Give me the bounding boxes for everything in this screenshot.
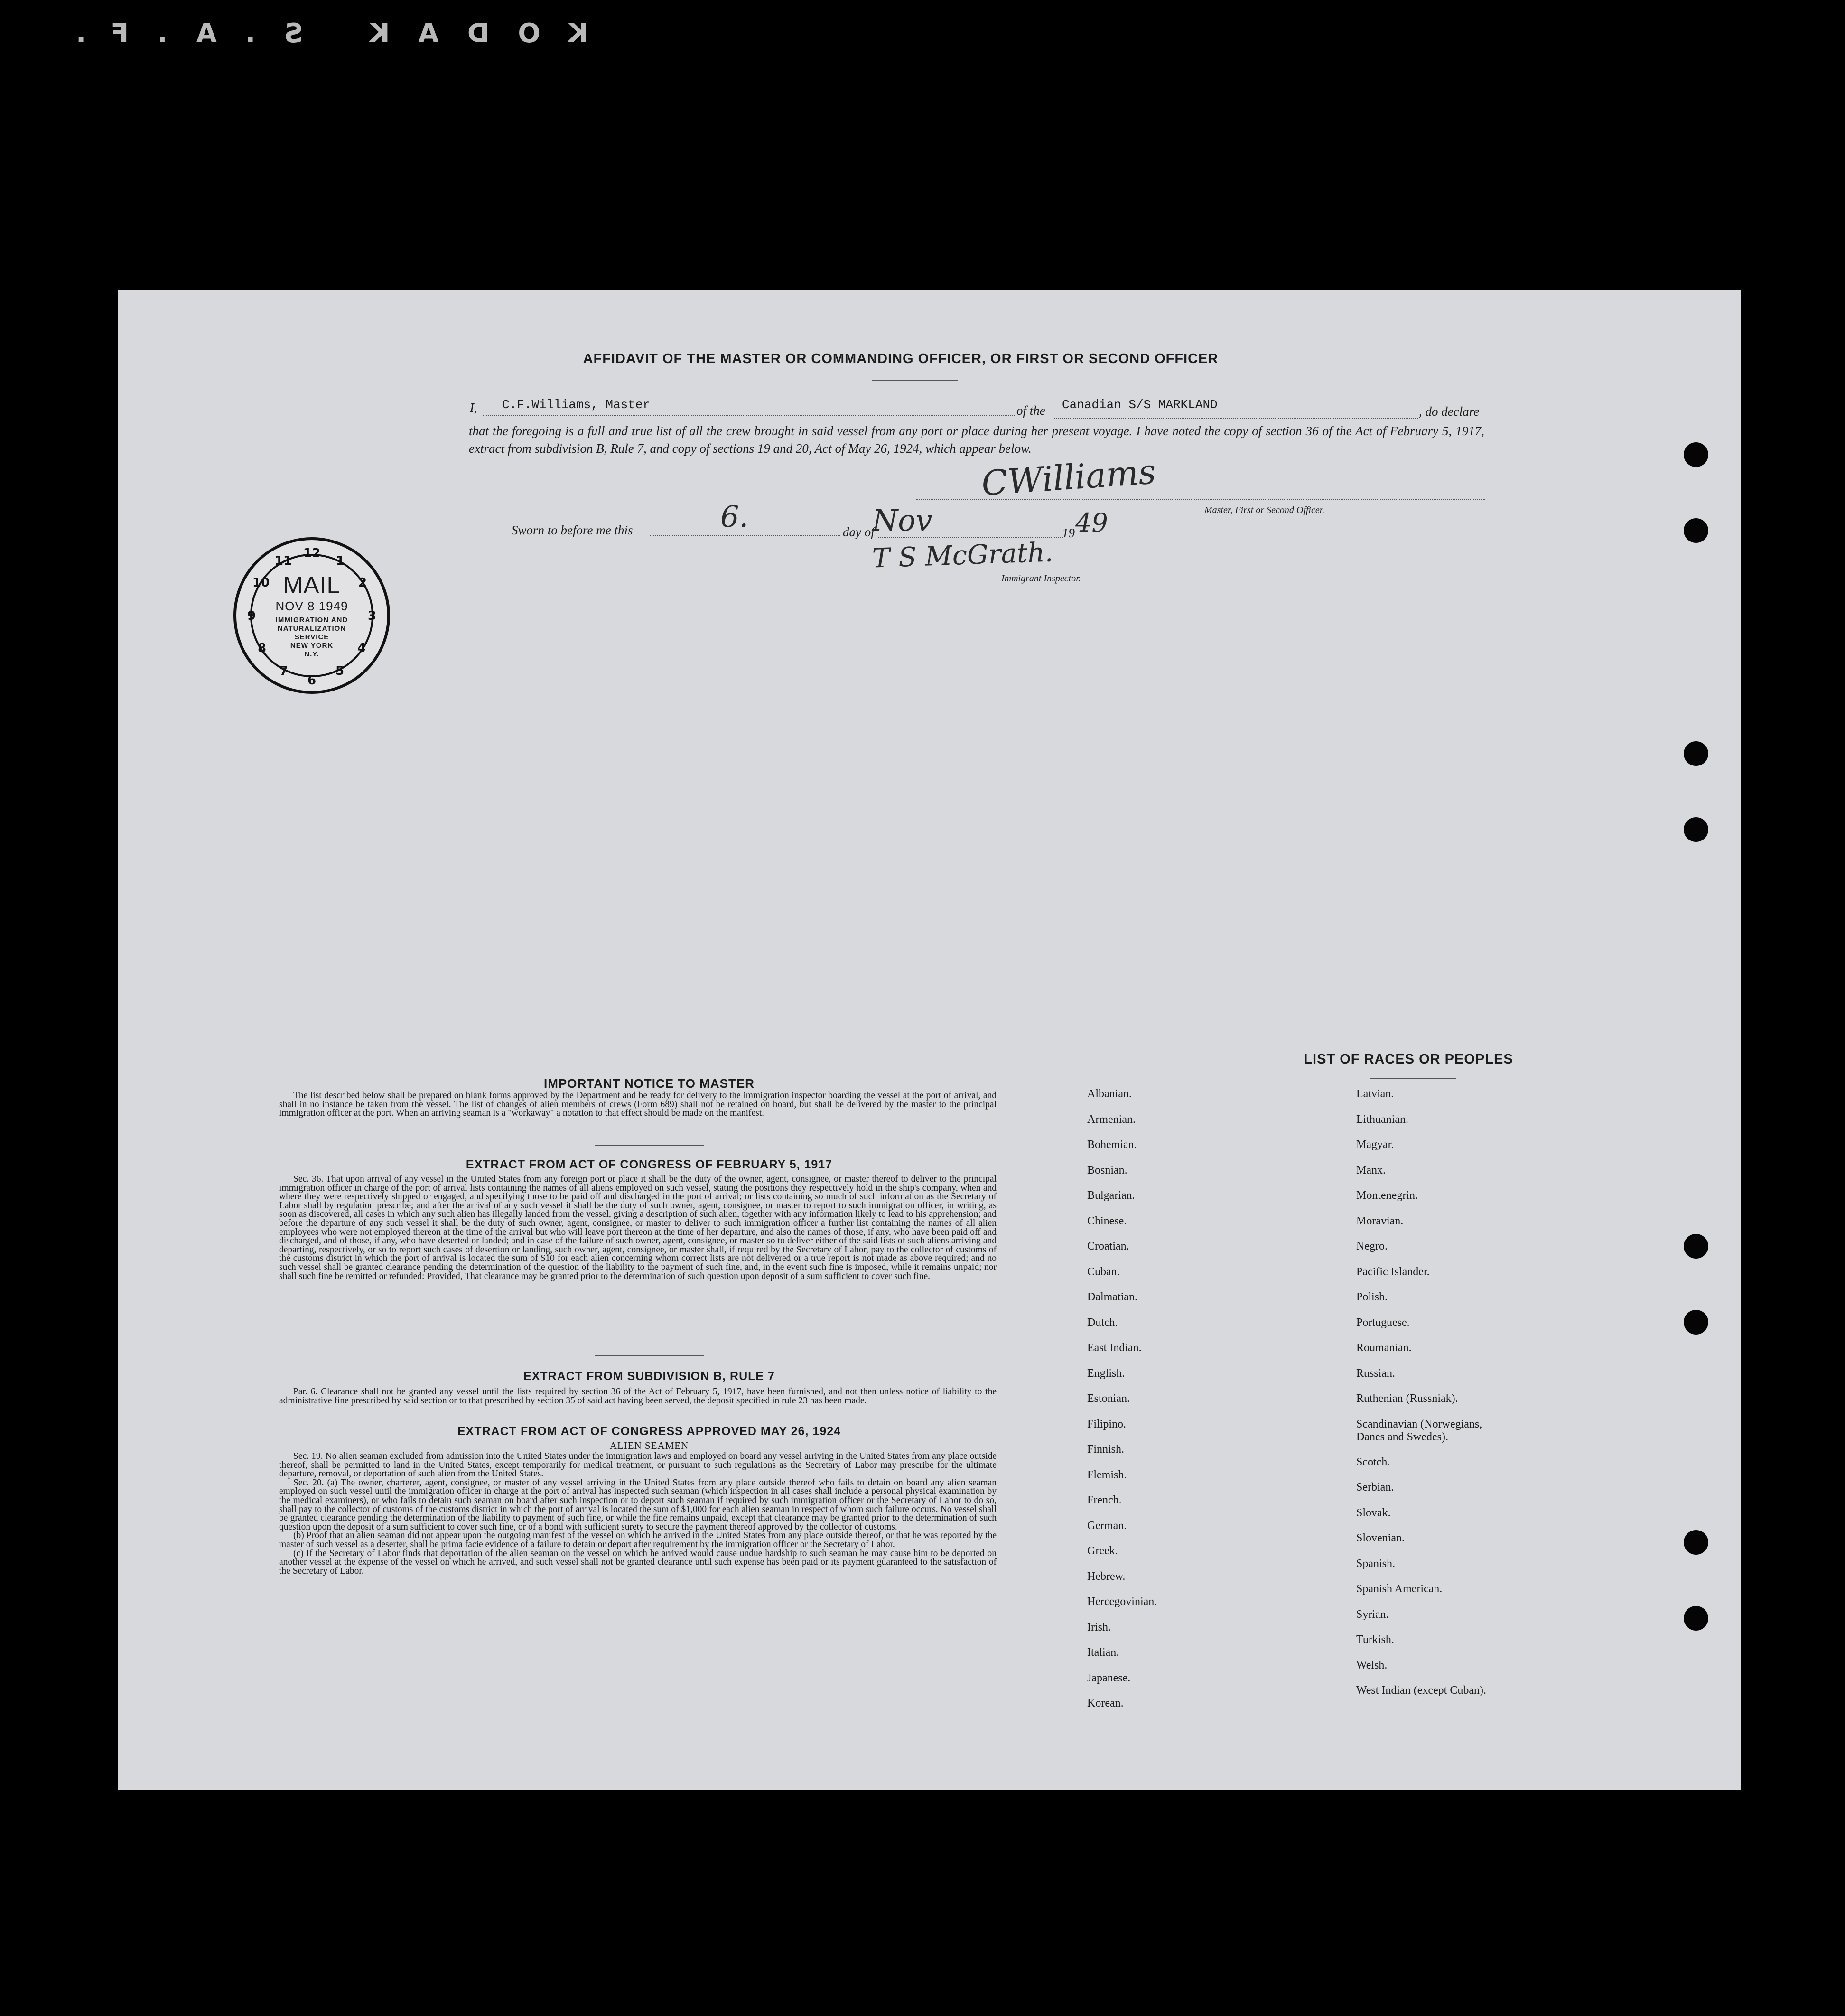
race-item: Bulgarian. — [1087, 1189, 1135, 1202]
race-item: Slovak. — [1356, 1506, 1391, 1519]
rule-7-title: EXTRACT FROM SUBDIVISION B, RULE 7 — [523, 1370, 775, 1383]
race-item: Chinese. — [1087, 1214, 1127, 1227]
race-item: Moravian. — [1356, 1214, 1404, 1227]
of-the-label: of the — [1016, 403, 1045, 418]
vessel-name: Canadian S/S MARKLAND — [1062, 398, 1218, 412]
stamp-line-5: N.Y. — [304, 650, 319, 658]
master-name-line — [483, 415, 1015, 416]
punch-hole — [1684, 1234, 1708, 1259]
race-item: Polish. — [1356, 1291, 1388, 1303]
race-item: Spanish. — [1356, 1557, 1396, 1570]
race-item: Dalmatian. — [1087, 1291, 1137, 1303]
race-item: Irish. — [1087, 1621, 1111, 1633]
stamp-title: MAIL — [283, 572, 341, 598]
race-item: Croatian. — [1087, 1240, 1129, 1252]
affidavit-body: that the foregoing is a full and true list of all the crew brought in said vessel from any port or place during her present voyage. I have noted the copy of section 36 of the Act of February 5, 1917, extract from subdivision B, Rule 7, and copy of sections 19 and 20, Act of May 26, 1924, which appear below. — [469, 424, 1484, 456]
title-divider — [872, 380, 958, 381]
i-label: I, — [470, 401, 477, 415]
race-item: German. — [1087, 1519, 1127, 1532]
race-item: Slovenian. — [1356, 1532, 1405, 1544]
act-1924-text — [279, 1452, 997, 1576]
race-item: Syrian. — [1356, 1608, 1389, 1621]
stamp-date: NOV 8 1949 — [275, 599, 348, 613]
signature-line — [916, 499, 1485, 500]
punch-hole — [1684, 817, 1708, 842]
notice-divider — [595, 1145, 704, 1146]
act-1924-section-20a: Sec. 20. (a) The owner, charterer, agent, consignee, or master of any vessel arriving in the United States from any place outside thereof who fails to detain on board any alien seaman employed on such vessel until the immigration officer in charge at the port of arrival has inspected such seaman (which inspection in all cases shall include a personal physical examination by the medical examiners), or who fails to detain such seaman on board after such inspection or to deport such seaman if required by such immigration officer or the Secretary of Labor to do so, shall pay to the collector of customs of the customs district in which the port of arrival is located the sum of $1,000 for each alien seaman in respect of whom such failure occurs. No vessel shall be granted clearance pending the determination of the liability to payment of such fine, or while the fine remains unpaid, except that clearance may be granted prior to the determination of such question upon the deposit of a sum sufficient to cover such fine, or of a bond with sufficient surety to secure the payment thereof approved by the collector of customs. — [279, 1477, 997, 1532]
race-item: Serbian. — [1356, 1481, 1394, 1493]
race-item: Japanese. — [1087, 1671, 1131, 1684]
sworn-label: Sworn to before me this — [512, 523, 633, 537]
film-edge-label: KODAK S.A.F. — [47, 18, 588, 49]
race-item: East Indian. — [1087, 1342, 1142, 1354]
sworn-month: Nov — [872, 503, 932, 538]
svg-text:7: 7 — [279, 664, 289, 678]
punch-hole — [1684, 442, 1708, 467]
year-suffix: 49 — [1075, 508, 1108, 538]
race-item: Scandinavian (Norwegians, Danes and Swedes). — [1356, 1418, 1482, 1443]
act-1917-text: Sec. 36. That upon arrival of any vessel in the United States from any foreign port or place it shall be the duty of the owner, agent, consignee, or master thereof to deliver to the principal immigration officer in charge of the port of arrival lists containing the names of all aliens employed on such vessel, stating the positions they respectively hold in the ship's company, when and where they were respectively shipped or engaged, and specifying those to be paid off and discharged in the port of arrival; or lists containing so much of such information as the Secretary of Labor shall by regulation prescribe; and after the arrival of any such vessel it shall be the duty of such owner, agent, consignee, or master to report to such immigration officer, in writing, as soon as discovered, all cases in which any such alien has illegally landed from the vessel, giving a description of such alien, together with any information likely to lead to his apprehension; and before the departure of any such vessel it shall be the duty of such owner, agent, consignee, or master to deliver to such immigration officer a further list containing the names of all alien employees who were not employed thereon at the time of the arrival but who will leave port thereon at the time of her departure, and also the names of those, if any, who have been paid off and discharged, and of those, if any, who have deserted or landed; and in case of the failure of such owner, agent, consignee, or master so to deliver either of the said lists of such aliens arriving and departing, respectively, or so to report such cases of desertion or landing, such owner, agent, consignee, or master shall, if required by the Secretary of Labor, pay to the collector of customs of the customs district in which the port of arrival is located the sum of $10 for each alien concerning whom correct lists are not delivered or a true report is not made as above required; and no such vessel shall be granted clearance pending the determination of the question of the liability to the payment of such fine, and, in the event such fine is imposed, while it remains unpaid; nor shall such fine be remitted or refunded: Provided, That clearance may be granted prior to the determination of such question upon deposit of a sum sufficient to cover such fine. — [279, 1174, 997, 1281]
race-item: Welsh. — [1356, 1659, 1388, 1671]
race-item: English. — [1087, 1367, 1125, 1380]
day-of-label: day of — [843, 525, 875, 539]
race-item: Cuban. — [1087, 1265, 1120, 1278]
svg-text:3: 3 — [367, 609, 377, 623]
races-title: LIST OF RACES OR PEOPLES — [1304, 1052, 1513, 1067]
svg-text:5: 5 — [335, 664, 345, 678]
act-1917-title: EXTRACT FROM ACT OF CONGRESS OF FEBRUARY 5, 1917 — [466, 1158, 833, 1171]
race-item: Estonian. — [1087, 1392, 1130, 1405]
race-item: Manx. — [1356, 1164, 1386, 1176]
race-item: Ruthenian (Russniak). — [1356, 1392, 1458, 1405]
stamp-line-2: NATURALIZATION — [277, 625, 346, 633]
race-item: Flemish. — [1087, 1468, 1127, 1481]
race-item: Armenian. — [1087, 1113, 1136, 1126]
race-item: Montenegrin. — [1356, 1189, 1418, 1202]
sworn-day-line — [650, 535, 840, 536]
svg-text:6: 6 — [307, 673, 317, 688]
act-1924-section-20c: (c) If the Secretary of Labor finds that deportation of the alien seaman on the vessel on which he arrived would cause undue hardship to such seaman he may cause him to be deported on another vessel at the expense of the vessel on which he arrived, and such vessel shall not be granted clearance until such expense has been paid or its payment guaranteed to the satisfaction of the Secretary of Labor. — [279, 1548, 997, 1576]
act-1924-subtitle: ALIEN SEAMEN — [609, 1440, 689, 1451]
race-item: Korean. — [1087, 1697, 1124, 1709]
race-item: Greek. — [1087, 1545, 1118, 1557]
inspector-signature: T S McGrath. — [871, 537, 1054, 574]
races-divider — [1370, 1078, 1456, 1079]
svg-text:8: 8 — [257, 641, 267, 655]
sworn-day: 6. — [720, 499, 749, 534]
declare-label: , do declare — [1419, 404, 1480, 419]
stamp-line-4: NEW YORK — [290, 642, 334, 650]
act-1917-divider — [595, 1355, 704, 1356]
affidavit-form-page — [118, 290, 1741, 1790]
race-item: Bosnian. — [1087, 1164, 1128, 1176]
race-item: Turkish. — [1356, 1633, 1394, 1646]
race-item: Pacific Islander. — [1356, 1265, 1430, 1278]
race-item: Albanian. — [1087, 1088, 1132, 1100]
race-item: Portuguese. — [1356, 1316, 1410, 1329]
race-item: Hercegovinian. — [1087, 1596, 1157, 1608]
race-item: Spanish American. — [1356, 1583, 1443, 1595]
race-item: Roumanian. — [1356, 1342, 1412, 1354]
stamp-line-1: IMMIGRATION AND — [275, 616, 348, 624]
act-1924-section-20b: (b) Proof that an alien seaman did not appear upon the outgoing manifest of the vessel on which he arrived in the United States from any place outside thereof, or that he was reported by the master of such vessel as a deserter, shall be prima facie evidence of a failure to detain or deport after requirement by the immigration officer or the Secretary of Labor. — [279, 1531, 997, 1549]
svg-text:12: 12 — [303, 546, 321, 560]
race-item: Italian. — [1087, 1646, 1119, 1659]
race-item: Filipino. — [1087, 1418, 1127, 1430]
race-item: Bohemian. — [1087, 1139, 1137, 1151]
stamp-line-3: SERVICE — [294, 633, 329, 641]
stamp-dial-ring — [236, 540, 387, 691]
svg-text:2: 2 — [358, 576, 367, 590]
race-item: Russian. — [1356, 1367, 1396, 1380]
race-item: Negro. — [1356, 1240, 1388, 1252]
act-1924-section-19: Sec. 19. No alien seaman excluded from admission into the United States under the immigration laws and employed on board any vessel arriving in the United States from any place outside thereof, shall be permitted to land in the United States, except temporarily for medical treatment, or pursuant to such regulations as the Secretary of Labor may prescribe for the ultimate departure, removal, or deportation of such alien from the United States. — [279, 1451, 997, 1479]
master-signature: CWilliams — [980, 451, 1157, 504]
svg-text:4: 4 — [357, 641, 366, 655]
affidavit-title: AFFIDAVIT OF THE MASTER OR COMMANDING OFFICER, OR FIRST OR SECOND OFFICER — [583, 351, 1219, 366]
act-1924-title: EXTRACT FROM ACT OF CONGRESS APPROVED MAY 26, 1924 — [457, 1425, 841, 1438]
punch-hole — [1684, 741, 1708, 766]
rule-7-text: Par. 6. Clearance shall not be granted any vessel until the lists required by section 36 of the Act of February 5, 1917, have been furnished, and not then unless notice of liability to the administrative fine prescribed by said section or to that prescribed by section 35 of said act having been served, the deposit specified in rule 23 has been made. — [279, 1387, 997, 1406]
race-item: Hebrew. — [1087, 1570, 1126, 1583]
punch-hole — [1684, 518, 1708, 543]
race-item: Finnish. — [1087, 1443, 1125, 1456]
race-item: French. — [1087, 1494, 1122, 1506]
notice-text: The list described below shall be prepared on blank forms approved by the Department and be ready for delivery to the immigration inspector boarding the vessel at the port of arrival, and shall in no instance be taken from the vessel. The list of changes of alien members of crews (Form 689) shall not be retained on board, but shall be delivered by the master to the principal immigration officer at the port. When an arriving seaman is a "workaway" a notation to that effect should be made on the manifest. — [279, 1091, 997, 1119]
master-caption: Master, First or Second Officer. — [1204, 505, 1325, 515]
race-item: Dutch. — [1087, 1316, 1118, 1329]
vessel-name-line — [1053, 418, 1418, 419]
svg-text:9: 9 — [247, 609, 256, 623]
punch-hole — [1684, 1606, 1708, 1631]
race-item: West Indian (except Cuban). — [1356, 1684, 1486, 1697]
year-prefix: 19 — [1062, 526, 1075, 540]
svg-text:1: 1 — [335, 554, 345, 568]
inspector-caption: Immigrant Inspector. — [1001, 573, 1081, 584]
punch-hole — [1684, 1310, 1708, 1335]
race-item: Magyar. — [1356, 1139, 1394, 1151]
immigration-mail-stamp — [233, 537, 390, 694]
notice-title: IMPORTANT NOTICE TO MASTER — [544, 1076, 755, 1091]
master-name: C.F.Williams, Master — [502, 398, 651, 412]
svg-text:10: 10 — [252, 576, 270, 590]
race-item: Lithuanian. — [1356, 1113, 1408, 1126]
svg-text:11: 11 — [274, 554, 292, 568]
race-item: Scotch. — [1356, 1456, 1390, 1468]
punch-hole — [1684, 1530, 1708, 1555]
race-item: Latvian. — [1356, 1088, 1394, 1100]
